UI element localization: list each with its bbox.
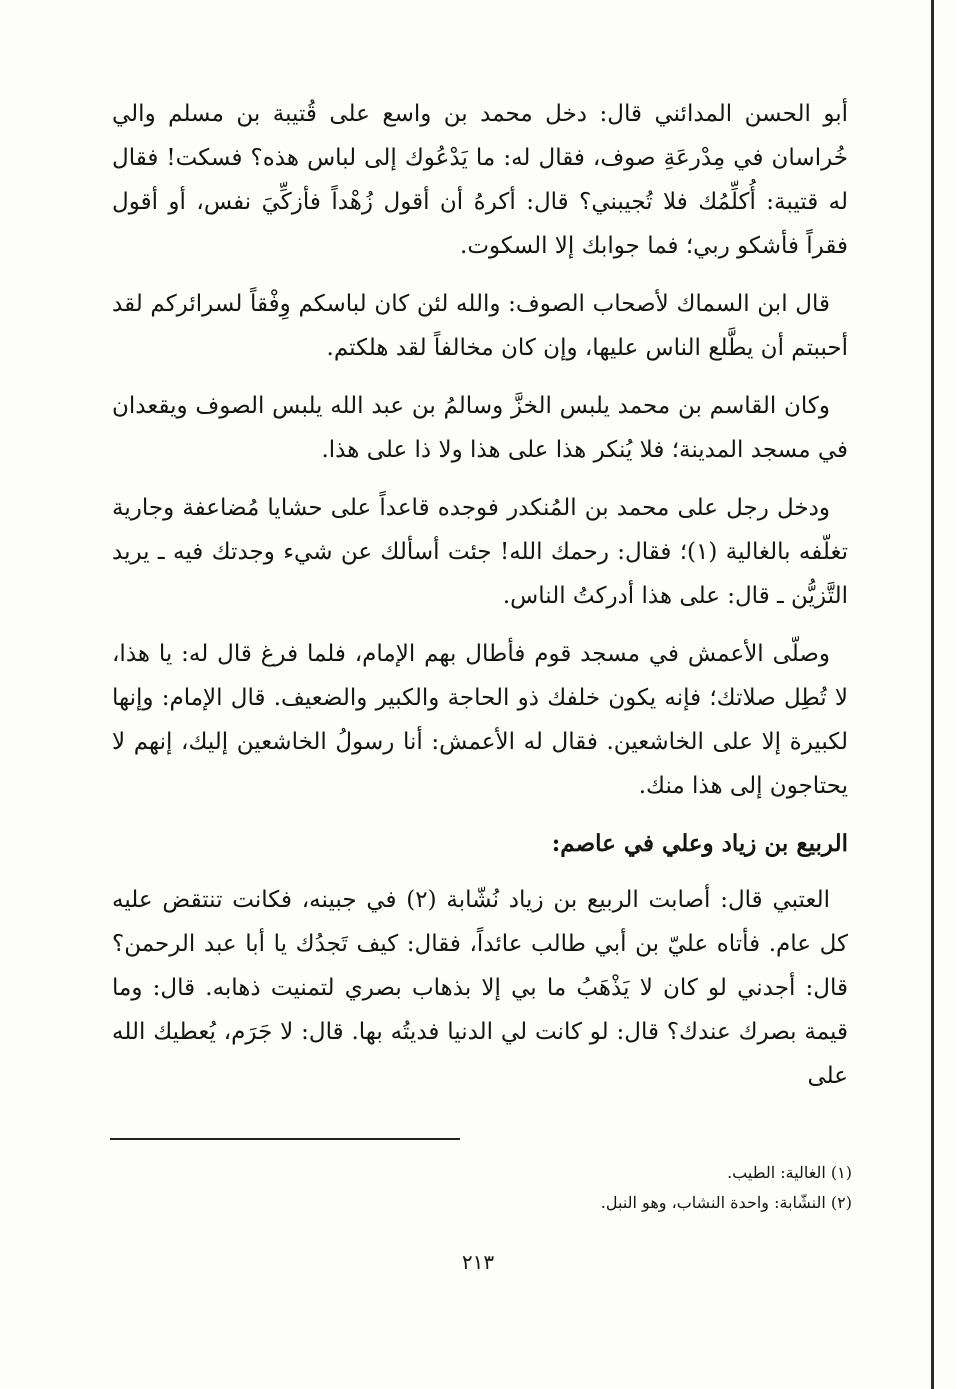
paragraph-5: وصلّى الأعمش في مسجد قوم فأطال بهم الإمام، فلما فرغ قال له: يا هذا، لا تُطِل صلاتك؛ فإنه يكون خلفك ذو الحاجة والكبير والضعيف. قال الإمام: وإنها لكبيرة إلا على الخاشعين. فقال له الأعمش: أنا رسولُ الخاشعين إليك، إنهم لا يحتاجون إلى هذا منك. (112, 641, 848, 799)
paragraph-4: ودخل رجل على محمد بن المُنكدر فوجده قاعداً على حشايا مُضاعفة وجارية تغلّفه بالغالية (١)؛ فقال: رحمك الله! جئت أسألك عن شيء وجدتك فيه ـ يريد التَّزيُّن ـ قال: على هذا أدركتُ الناس. (112, 495, 848, 609)
page-body (112, 92, 848, 1112)
section-heading: الربيع بن زياد وعلي في عاصم: (551, 830, 848, 857)
paragraph-1: أبو الحسن المدائني قال: دخل محمد بن واسع على قُتيبة بن مسلم والي خُراسان في مِدْرعَةِ صوف، فقال له: ما يَدْعُوك إلى لباس هذه؟ فسكت! فقال له قتيبة: أُكلِّمُك فلا تُجيبني؟ قال: أكرهُ أن أقول زُهْداً فأزكِّيَ نفس، أو أقول فقراً فأشكو ربي؛ فما جوابك إلا السكوت. (112, 101, 848, 259)
page-number: ٢١٣ (461, 1250, 495, 1274)
footnotes (112, 1158, 852, 1218)
paragraph-2: قال ابن السماك لأصحاب الصوف: والله لئن كان لباسكم وِفْقاً لسرائركم لقد أحببتم أن يطَّلع الناس عليها، وإن كان مخالفاً لقد هلكتم. (112, 291, 848, 361)
footnote-2: (٢) النشّابة: واحدة النشاب، وهو النبل. (600, 1193, 852, 1212)
footnote-divider (110, 1138, 460, 1140)
page-edge-rule (931, 0, 934, 1389)
paragraph-3: وكان القاسم بن محمد يلبس الخزَّ وسالمُ بن عبد الله يلبس الصوف ويقعدان في مسجد المدينة؛ فلا يُنكر هذا على هذا ولا ذا على هذا. (112, 393, 848, 463)
paragraph-6: العتبي قال: أصابت الربيع بن زياد نُشّابة (٢) في جبينه، فكانت تنتقض عليه كل عام. فأتاه عليّ بن أبي طالب عائداً، فقال: كيف تَجدُك يا أبا عبد الرحمن؟ قال: أجدني لو كان لا يَذْهَبُ ما بي إلا بذهاب بصري لتمنيت ذهابه. قال: وما قيمة بصرك عندك؟ قال: لو كانت لي الدنيا فديتُه بها. قال: لا جَرَم، يُعطيك الله على (112, 887, 848, 1089)
footnote-1: (١) الغالية: الطيب. (727, 1163, 852, 1182)
